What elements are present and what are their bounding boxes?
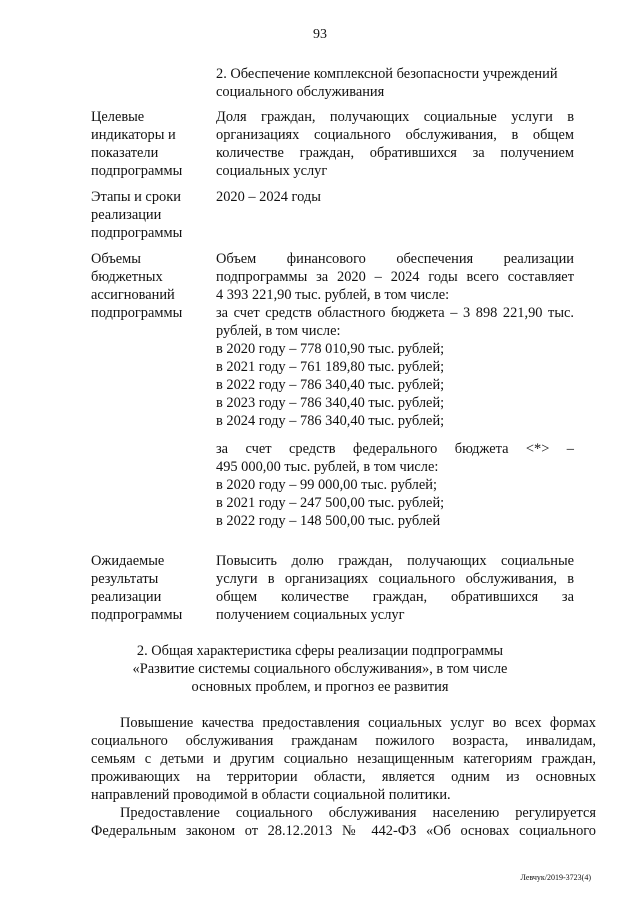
row-value-indicators-2: организациях социального обслуживания, в общем [216, 127, 574, 143]
row-value-budget-12: 495 000,00 тыс. рублей, в том числе: [216, 459, 439, 475]
footer-document-code: Левчук/2019-3723(4) [520, 873, 591, 882]
row-value-budget-15: в 2022 году – 148 500,00 тыс. рублей [216, 513, 441, 529]
row-label-results-1: Ожидаемые [91, 553, 165, 569]
row-value-results-1: Повысить долю граждан, получающих социальные [216, 553, 574, 569]
row-value-results-3: общем количестве граждан, обратившихся за [216, 589, 574, 605]
row-value-results-2: услуги в организациях социального обслуживания, в [216, 571, 574, 587]
body-line-7: Федеральным законом от 28.12.2013 № 442-ФЗ «Об основах социального [91, 823, 596, 839]
row-label-indicators-4: подпрограммы [91, 163, 183, 179]
row-value-budget-11: за счет средств федерального бюджета <*> – [216, 441, 574, 457]
row-value-budget-1: Объем финансового обеспечения реализации [216, 251, 574, 267]
row-value-indicators-1: Доля граждан, получающих социальные услуги в [216, 109, 574, 125]
row-value-budget-14: в 2021 году – 247 500,00 тыс. рублей; [216, 495, 445, 511]
row-value-budget-7: в 2021 году – 761 189,80 тыс. рублей; [216, 359, 445, 375]
body-line-1: Повышение качества предоставления социальных услуг во всех формах [120, 715, 596, 731]
row-value-stages-1: 2020 – 2024 годы [216, 189, 321, 205]
row-label-results-2: результаты [91, 571, 159, 587]
task-title-line-1: 2. Обеспечение комплексной безопасности учреждений [216, 66, 558, 82]
body-line-5: направлений проводимой в области социальной политики. [91, 787, 451, 803]
body-line-4: проживающих на территории области, является одним из основных [91, 769, 596, 785]
section-heading-1: 2. Общая характеристика сферы реализации подпрограммы [136, 643, 504, 659]
row-value-budget-9: в 2023 году – 786 340,40 тыс. рублей; [216, 395, 445, 411]
row-label-budget-3: ассигнований [91, 287, 175, 303]
row-label-indicators-1: Целевые [91, 109, 145, 125]
row-value-budget-6: в 2020 году – 778 010,90 тыс. рублей; [216, 341, 445, 357]
row-label-indicators-3: показатели [91, 145, 159, 161]
task-title-line-2: социального обслуживания [216, 84, 385, 100]
row-label-stages-2: реализации [91, 207, 162, 223]
row-value-budget-5: рублей, в том числе: [216, 323, 341, 339]
row-label-budget-4: подпрограммы [91, 305, 183, 321]
row-label-results-3: реализации [91, 589, 162, 605]
row-value-indicators-4: социальных услуг [216, 163, 328, 179]
row-value-results-4: получением социальных услуг [216, 607, 405, 623]
body-line-2: социального обслуживания гражданам пожилого возраста, инвалидам, [91, 733, 596, 749]
row-label-budget-2: бюджетных [91, 269, 163, 285]
page-number: 93 [313, 27, 327, 42]
section-heading-2: «Развитие системы социального обслуживания», в том числе [132, 661, 508, 677]
row-label-indicators-2: индикаторы и [91, 127, 176, 143]
row-value-budget-4: за счет средств областного бюджета – 3 898 221,90 тыс. [216, 305, 574, 321]
row-label-budget-1: Объемы [91, 251, 141, 267]
body-line-3: семьям с детьми и другим социально незащищенным категориям граждан, [91, 751, 596, 767]
row-value-budget-2: подпрограммы за 2020 – 2024 годы всего составляет [216, 269, 574, 285]
row-label-stages-3: подпрограммы [91, 225, 183, 241]
row-value-indicators-3: количестве граждан, обратившихся за получением [216, 145, 574, 161]
row-value-budget-3: 4 393 221,90 тыс. рублей, в том числе: [216, 287, 450, 303]
row-value-budget-13: в 2020 году – 99 000,00 тыс. рублей; [216, 477, 437, 493]
body-line-6: Предоставление социального обслуживания населению регулируется [120, 805, 596, 821]
section-heading-3: основных проблем, и прогноз ее развития [191, 679, 449, 695]
row-value-budget-10: в 2024 году – 786 340,40 тыс. рублей; [216, 413, 445, 429]
row-label-results-4: подпрограммы [91, 607, 183, 623]
row-label-stages-1: Этапы и сроки [91, 189, 181, 205]
row-value-budget-8: в 2022 году – 786 340,40 тыс. рублей; [216, 377, 445, 393]
